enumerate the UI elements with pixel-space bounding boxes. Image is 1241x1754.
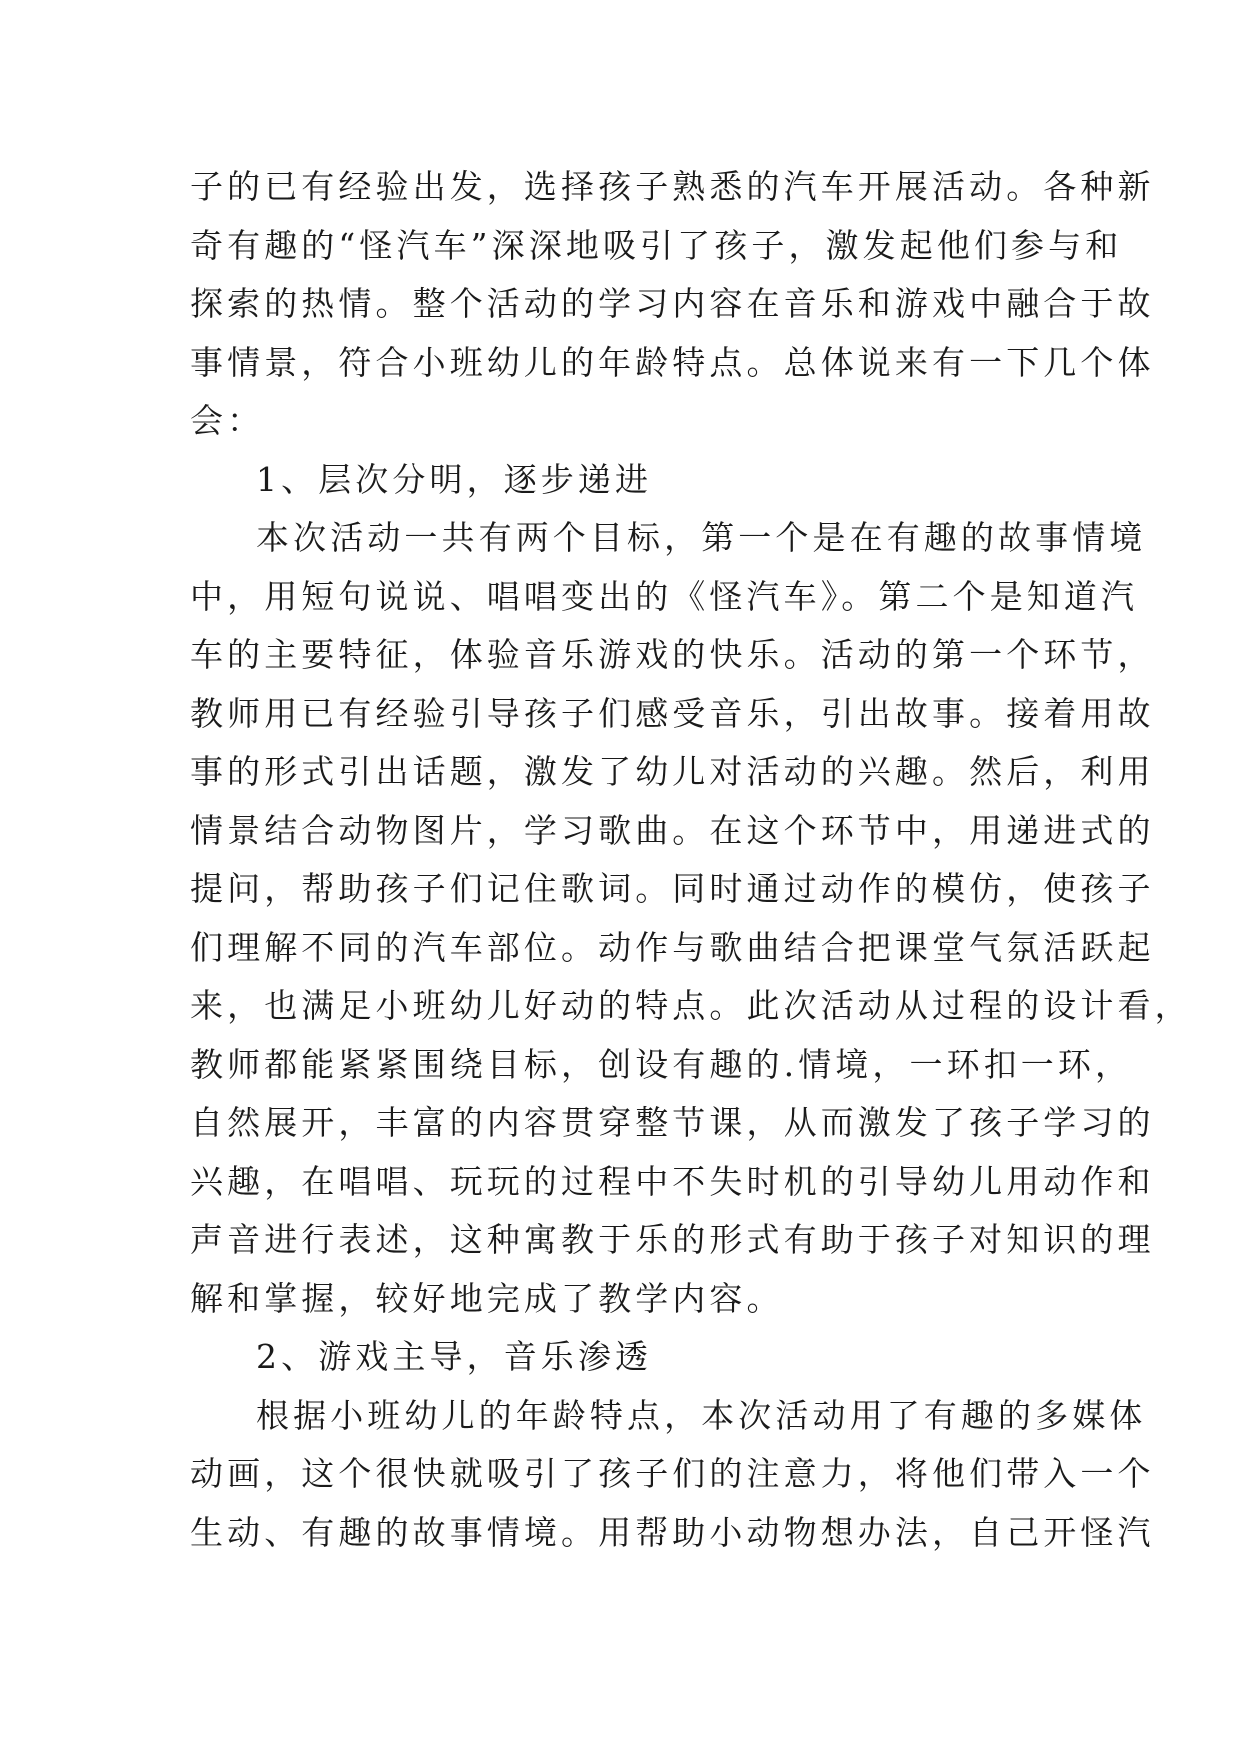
text-line: 们理解不同的汽车部位。动作与歌曲结合把课堂气氛活跃起 xyxy=(190,927,1155,967)
text-line: 教师用已有经验引导孩子们感受音乐，引出故事。接着用故 xyxy=(190,693,1155,733)
text-line: 事的形式引出话题，激发了幼儿对活动的兴趣。然后，利用 xyxy=(190,752,1155,791)
text-line: 奇有趣的“怪汽车”深深地吸引了孩子，激发起他们参与和 xyxy=(190,225,1123,265)
text-line: 解和掌握，较好地完成了教学内容。 xyxy=(190,1278,784,1318)
text-line: 根据小班幼儿的年龄特点，本次活动用了有趣的多媒体 xyxy=(256,1395,1147,1435)
text-line: 来，也满足小班幼儿好动的特点。此次活动从过程的设计看， xyxy=(190,986,1192,1025)
text-line: 中，用短句说说、唱唱变出的《怪汽车》。第二个是知道汽 xyxy=(190,576,1139,616)
text-line: 情景结合动物图片，学习歌曲。在这个环节中，用递进式的 xyxy=(190,810,1155,850)
text-line: 兴趣，在唱唱、玩玩的过程中不失时机的引导幼儿用动作和 xyxy=(190,1161,1155,1201)
text-line: 动画，这个很快就吸引了孩子们的注意力，将他们带入一个 xyxy=(190,1454,1155,1493)
text-line: 探索的热情。整个活动的学习内容在音乐和游戏中融合于故 xyxy=(190,284,1155,323)
text-line: 自然展开，丰富的内容贯穿整节课，从而激发了孩子学习的 xyxy=(190,1103,1155,1142)
text-line: 教师都能紧紧围绕目标，创设有趣的.情境，一环扣一环， xyxy=(190,1044,1133,1084)
text-line: 生动、有趣的故事情境。用帮助小动物想办法，自己开怪汽 xyxy=(190,1512,1155,1552)
text-line: 声音进行表述，这种寓教于乐的形式有助于孩子对知识的理 xyxy=(190,1220,1155,1259)
text-line: 本次活动一共有两个目标，第一个是在有趣的故事情境 xyxy=(256,518,1147,557)
text-line: 会： xyxy=(190,401,265,440)
text-line: 车的主要特征，体验音乐游戏的快乐。活动的第一个环节， xyxy=(190,635,1155,674)
document-body xyxy=(190,158,1192,1562)
text-line: 1、层次分明，逐步递进 xyxy=(256,459,653,499)
text-line: 子的已有经验出发，选择孩子熟悉的汽车开展活动。各种新 xyxy=(190,167,1155,206)
text-line: 事情景，符合小班幼儿的年龄特点。总体说来有一下几个体 xyxy=(190,342,1155,382)
text-line: 提问，帮助孩子们记住歌词。同时通过动作的模仿，使孩子 xyxy=(190,869,1155,908)
text-line: 2、游戏主导，音乐渗透 xyxy=(256,1337,653,1376)
